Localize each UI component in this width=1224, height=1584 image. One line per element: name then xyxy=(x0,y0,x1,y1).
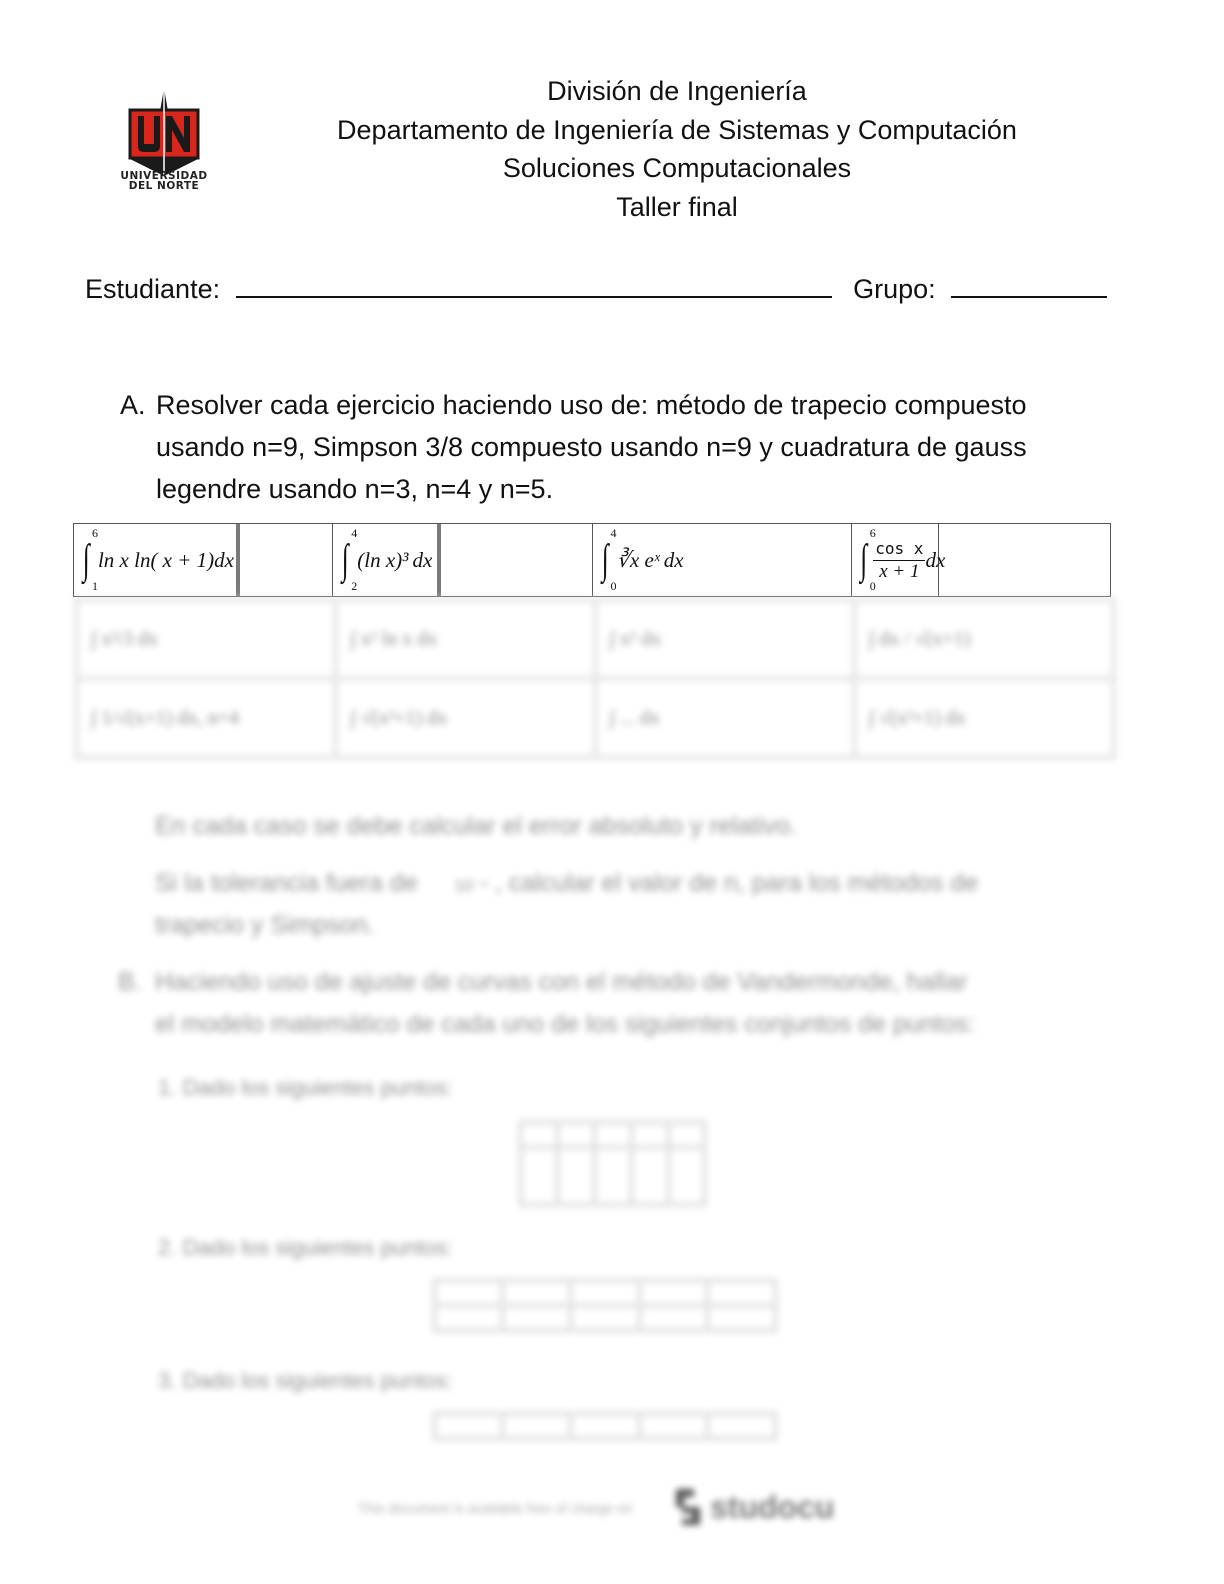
header-division: División de Ingeniería xyxy=(547,76,807,106)
blurred-text: Si la tolerancia fuera de xyxy=(155,869,418,897)
integral-4 xyxy=(858,524,946,596)
table-row xyxy=(435,1281,776,1306)
table-row xyxy=(521,1123,705,1148)
integral-sign-icon: ∫ xyxy=(860,537,867,583)
tolerance-value: 10⁻⁴ xyxy=(454,878,488,895)
studocu-mark-icon xyxy=(670,1485,706,1529)
lower-limit: 0 xyxy=(869,579,876,593)
item-3: 3. Dado los siguientes puntos: xyxy=(158,1368,453,1393)
group-label: Grupo: xyxy=(853,274,936,304)
blurred-cell: ∫ √(x²+1) dx xyxy=(336,679,595,758)
blurred-paragraph-1: En cada caso se debe calcular el error absoluto y relativo. xyxy=(155,812,798,840)
header-course: Soluciones Computacionales xyxy=(502,153,852,183)
student-label: Estudiante: xyxy=(85,274,221,304)
points-table-3 xyxy=(432,1411,778,1441)
upper-limit: 4 xyxy=(610,526,617,540)
lower-limit: 1 xyxy=(92,579,98,593)
blurred-cell: ∫ dx / √(x+1) xyxy=(854,600,1113,679)
section-a-label: A. xyxy=(120,390,146,420)
integral-sign-icon: ∫ xyxy=(342,537,349,583)
upper-limit: 6 xyxy=(869,526,876,540)
integral-cell-4 xyxy=(851,524,1110,597)
section-a-text: Resolver cada ejercicio haciendo uso de: método de trapecio compuesto usando n=9, Simpson 3/8 compuesto usando n=9 y cuadratura de gauss legendre usando n=3, n=4 y n=5. xyxy=(156,390,1027,504)
integral-sign-icon: ∫ xyxy=(82,537,90,583)
table-row xyxy=(77,600,1114,679)
table-row xyxy=(435,1414,776,1439)
table-row xyxy=(435,1306,776,1331)
university-logo xyxy=(118,86,210,196)
item-2: 2. Dado los siguientes puntos: xyxy=(158,1235,453,1260)
section-a xyxy=(120,384,1110,510)
blurred-integrals-table xyxy=(74,597,1116,760)
differential: dx xyxy=(925,547,946,572)
lower-limit: 0 xyxy=(610,579,617,593)
blurred-cell: ∫ x²/3 dx xyxy=(77,600,336,679)
table-row xyxy=(77,679,1114,758)
studocu-logo xyxy=(670,1485,834,1529)
table-row xyxy=(521,1148,705,1205)
integrals-table xyxy=(73,523,1111,597)
student-info-line xyxy=(85,270,1107,305)
logo-line-1: UNIVERSIDAD xyxy=(120,170,208,182)
differential: dx xyxy=(214,547,234,572)
integral-1 xyxy=(80,524,240,596)
header-title: Taller final xyxy=(616,191,738,222)
denominator: x + 1 xyxy=(879,560,920,582)
logo-emblem-icon xyxy=(118,86,210,176)
table-row xyxy=(74,524,1111,597)
integral-3 xyxy=(599,524,686,596)
blurred-cell: ∫ ... dx xyxy=(595,679,854,758)
integrand: (ln x)³ xyxy=(357,547,409,572)
integrand: ln x ln( x + 1) xyxy=(97,547,215,572)
document-header xyxy=(300,72,1054,226)
differential: dx xyxy=(412,547,433,572)
integrand: ∛x eˣ xyxy=(616,547,660,572)
header-department: Departamento de Ingeniería de Sistemas y Computación xyxy=(337,114,1017,145)
blurred-cell: ∫ x² ln x dx xyxy=(336,600,595,679)
item-1: 1. Dado los siguientes puntos: xyxy=(158,1075,453,1100)
student-name-field[interactable] xyxy=(236,270,832,298)
integral-cell-1 xyxy=(74,524,333,597)
numerator: cos x xyxy=(873,538,925,561)
integral-sign-icon: ∫ xyxy=(601,537,609,583)
integral-cell-3 xyxy=(592,524,851,597)
blurred-paragraph-3: trapecio y Simpson. xyxy=(155,911,375,939)
blurred-cell: ∫ x² dx xyxy=(595,600,854,679)
logo-line-2: DEL NORTE xyxy=(128,180,200,192)
section-b-line-2: el modelo matemático de cada uno de los siguientes conjuntos de puntos: xyxy=(155,1010,975,1038)
group-field[interactable] xyxy=(951,270,1107,298)
section-b-label: B. xyxy=(118,968,142,996)
integral-cell-2 xyxy=(333,524,592,597)
upper-limit: 6 xyxy=(92,526,98,540)
points-table-1 xyxy=(518,1120,707,1207)
fraction xyxy=(873,538,925,583)
integral-2 xyxy=(339,524,441,596)
footer-notice: This document is available free of charge on xyxy=(358,1500,633,1516)
upper-limit: 4 xyxy=(351,526,358,540)
blurred-cell: ∫ √(x²+1) dx xyxy=(854,679,1113,758)
studocu-wordmark: studocu xyxy=(710,1488,835,1525)
points-table-2 xyxy=(432,1278,778,1333)
section-b-line-1: Haciendo uso de ajuste de curvas con el método de Vandermonde, hallar xyxy=(155,968,968,996)
blurred-paragraph-2 xyxy=(155,869,978,898)
blurred-cell: ∫ 1/√(x+1) dx, n=4 xyxy=(77,679,336,758)
blurred-text: , calcular el valor de n, para los métodos de xyxy=(494,869,979,897)
lower-limit: 2 xyxy=(351,579,358,593)
differential: dx xyxy=(663,547,684,572)
